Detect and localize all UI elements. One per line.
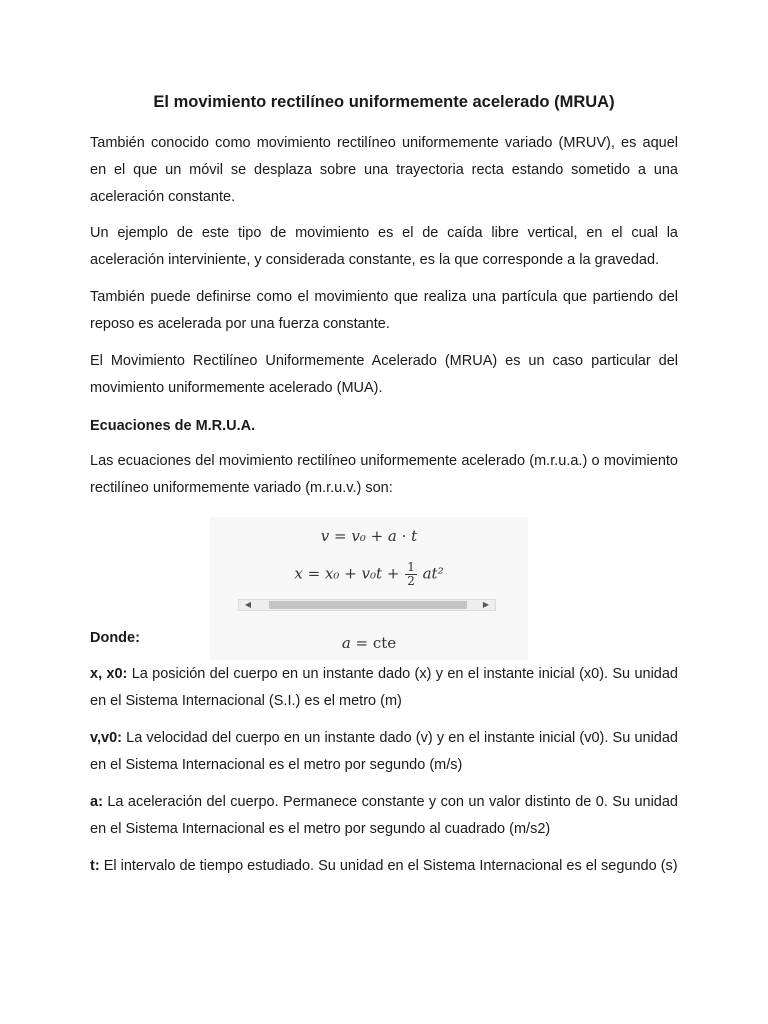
section-heading-equations: Ecuaciones de M.R.U.A. [90, 418, 256, 434]
definition-term: a: [90, 794, 103, 810]
paragraph-equations-intro: Las ecuaciones del movimiento rectilíneo uniformemente acelerado (m.r.u.a.) o movimiento rectilíneo uniformemente variado (m.r.u.v.) son: [90, 453, 678, 496]
document-title: El movimiento rectilíneo uniformemente acelerado (MRUA) [153, 93, 615, 111]
horizontal-scrollbar[interactable] [238, 599, 496, 611]
equation-position-right: at² [422, 564, 444, 583]
paragraph-intro: También conocido como movimiento rectilíneo uniformemente variado (MRUV), es aquel en el que un móvil se desplaza sobre una trayectoria recta estando sometido a una aceleración constante. [90, 135, 678, 205]
definition-term: v,v0: [90, 730, 122, 746]
paragraph-definition: También puede definirse como el movimiento que realiza una partícula que partiendo del reposo es acelerada por una fuerza constante. [90, 289, 678, 332]
paragraph-example: Un ejemplo de este tipo de movimiento es el de caída libre vertical, en el cual la aceleración interviniente, y considerada constante, es la que corresponde a la gravedad. [90, 225, 678, 268]
donde-label: Donde: [90, 630, 140, 646]
equation-acceleration-rhs: cte [372, 634, 397, 652]
fraction-numerator: 1 [407, 560, 415, 574]
fraction-one-half [405, 561, 417, 588]
definition-text: La velocidad del cuerpo en un instante dado (v) y en el instante inicial (v0). Su unidad en el Sistema Internacional es el metro por segundo (m/s) [90, 730, 678, 773]
equation-acceleration [210, 634, 528, 652]
equations-image [210, 517, 528, 660]
definition-term: x, x0: [90, 666, 128, 682]
definition-text: La posición del cuerpo en un instante dado (x) y en el instante inicial (x0). Su unidad en el Sistema Internacional (S.I.) es el metro (m) [90, 666, 678, 709]
definition-time [90, 853, 678, 880]
paragraph-particular-case: El Movimiento Rectilíneo Uniformemente Acelerado (MRUA) es un caso particular del movimiento uniformemente acelerado (MUA). [90, 353, 678, 396]
scroll-left-arrow-icon[interactable]: ◀ [244, 600, 252, 609]
definition-text: La aceleración del cuerpo. Permanece constante y con un valor distinto de 0. Su unidad en el Sistema Internacional es el metro por segundo al cuadrado (m/s2) [90, 794, 678, 837]
equation-velocity: v = v₀ + a · t [320, 527, 418, 545]
equation-position-left: x = x₀ + v₀t + [294, 564, 400, 583]
definition-velocity [90, 725, 678, 779]
definition-acceleration [90, 789, 678, 843]
definition-text: El intervalo de tiempo estudiado. Su unidad en el Sistema Internacional es el segundo (s) [99, 858, 678, 874]
definition-position [90, 661, 678, 715]
equation-acceleration-lhs: a = [341, 634, 373, 652]
scrollbar-thumb[interactable] [269, 601, 467, 609]
equation-position [210, 561, 528, 588]
fraction-denominator: 2 [407, 574, 415, 588]
scroll-right-arrow-icon[interactable]: ▶ [482, 600, 490, 609]
definition-term: t: [90, 858, 100, 874]
